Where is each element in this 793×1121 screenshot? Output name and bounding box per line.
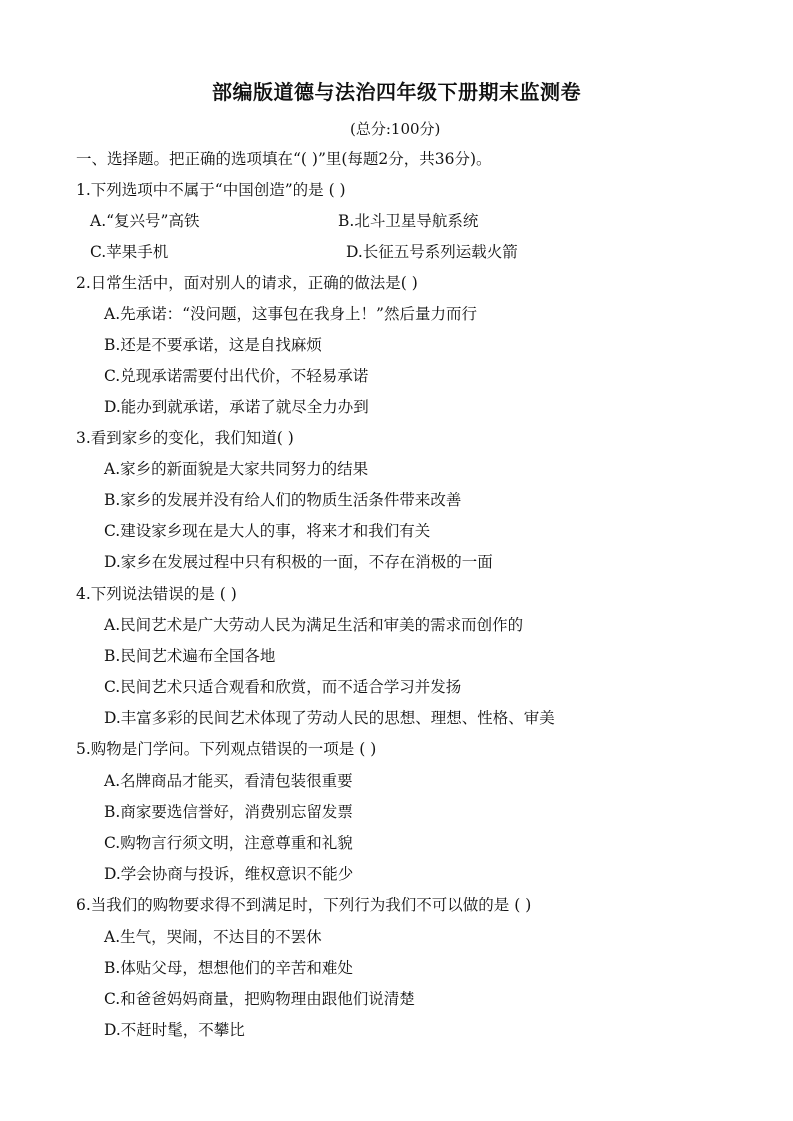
option-c: C.兑现承诺需要付出代价，不轻易承诺	[104, 367, 369, 385]
option-d: D.不赶时髦，不攀比	[104, 1021, 245, 1039]
question-stem: 4.下列说法错误的是 ( )	[76, 585, 237, 603]
option-a: A.“复兴号”高铁	[90, 212, 200, 230]
exam-title: 部编版道德与法治四年级下册期末监测卷	[212, 80, 581, 104]
option-b: B.还是不要承诺，这是自找麻烦	[104, 336, 322, 354]
option-d: D.能办到就承诺，承诺了就尽全力办到	[104, 398, 369, 416]
option-a: A.生气，哭闹，不达目的不罢休	[104, 928, 322, 946]
option-b: B.家乡的发展并没有给人们的物质生活条件带来改善	[104, 491, 462, 509]
option-a: A.家乡的新面貌是大家共同努力的结果	[104, 460, 369, 478]
option-c: C.购物言行须文明，注意尊重和礼貌	[104, 834, 353, 852]
option-a: A.名牌商品才能买，看清包装很重要	[104, 772, 353, 790]
option-b: B.北斗卫星导航系统	[338, 212, 479, 230]
option-a: A.先承诺：“没问题，这事包在我身上！”然后量力而行	[104, 305, 477, 323]
option-c: C.建设家乡现在是大人的事，将来才和我们有关	[104, 522, 431, 540]
option-d: D.家乡在发展过程中只有积极的一面，不存在消极的一面	[104, 553, 493, 571]
question-stem: 6.当我们的购物要求得不到满足时，下列行为我们不可以做的是 ( )	[76, 896, 532, 914]
option-c: C.民间艺术只适合观看和欣赏，而不适合学习并发扬	[104, 678, 462, 696]
question-stem: 5.购物是门学问。下列观点错误的一项是 ( )	[76, 740, 377, 758]
question-stem: 1.下列选项中不属于“中国创造”的是 ( )	[76, 181, 346, 199]
option-b: B.体贴父母，想想他们的辛苦和难处	[104, 959, 353, 977]
option-a: A.民间艺术是广大劳动人民为满足生活和审美的需求而创作的	[104, 616, 524, 634]
option-c: C.苹果手机	[90, 243, 169, 261]
question-stem: 3.看到家乡的变化，我们知道( )	[76, 429, 294, 447]
option-d: D.长征五号系列运载火箭	[346, 243, 518, 261]
question-stem: 2.日常生活中，面对别人的请求，正确的做法是( )	[76, 274, 418, 292]
option-c: C.和爸爸妈妈商量，把购物理由跟他们说清楚	[104, 990, 415, 1008]
section-heading: 一、选择题。把正确的选项填在“( )”里(每题2分，共36分)。	[76, 150, 492, 168]
option-d: D.丰富多彩的民间艺术体现了劳动人民的思想、理想、性格、审美	[104, 709, 555, 727]
option-d: D.学会协商与投诉，维权意识不能少	[104, 865, 354, 883]
option-b: B.民间艺术遍布全国各地	[104, 647, 276, 665]
option-b: B.商家要选信誉好，消费别忘留发票	[104, 803, 353, 821]
total-score: (总分:100分)	[350, 120, 441, 138]
